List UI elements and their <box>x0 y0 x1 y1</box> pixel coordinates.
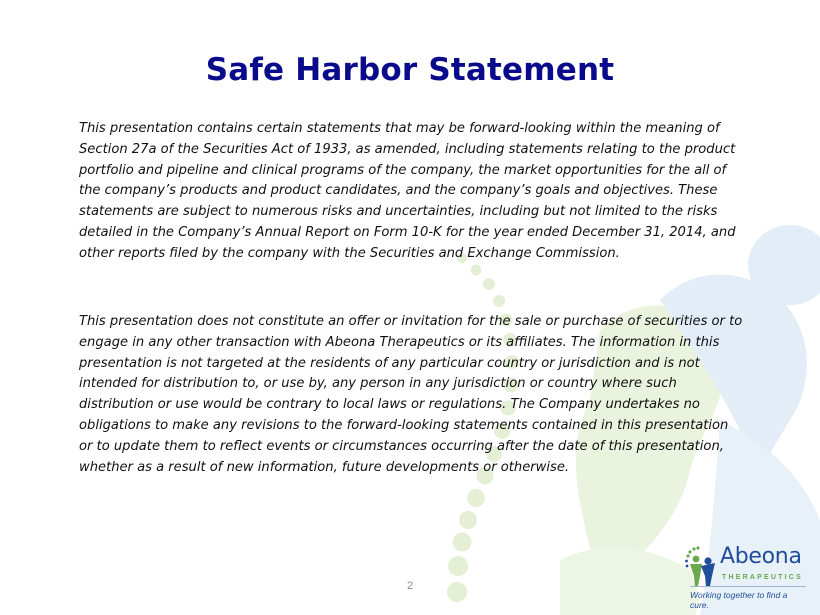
logo-name: Abeona <box>720 544 802 569</box>
abeona-logo <box>684 544 808 610</box>
abeona-figures-icon <box>684 546 718 588</box>
logo-divider <box>690 586 806 587</box>
safe-harbor-paragraph-1: This presentation contains certain statements that may be forward-looking within the meaning of Section 27a of the Securities Act of 1933, as amended, including statements relating to the product portfolio and pipeline and clinical programs of the company, the market opportunities for the all of the company’s products and product candidates, and the company’s goals and objectives. These statements are subject to numerous risks and uncertainties, including but not limited to the risks detailed in the Company’s Annual Report on Form 10-K for the year ended December 31, 2014, and other reports filed by the company with the Securities and Exchange Commission. <box>79 121 736 261</box>
logo-tagline: Working together to find a cure. <box>690 590 788 610</box>
page-number: 2 <box>406 580 414 592</box>
disclaimer-paragraph-2: This presentation does not constitute an offer or invitation for the sale or purchase of securities or to engage in any other transaction with Abeona Therapeutics or its affiliates. The information in this presentation is not targeted at the residents of any particular country or jurisdiction and is not intended for distribution to, or use by, any person in any jurisdiction or country where such distribution or use would be contrary to local laws or regulations. The Company undertakes no obligations to make any revisions to the forward-looking statements contained in this presentation or to update them to reflect events or circumstances occurring after the date of this presentation, whether as a result of new information, future developments or otherwise. <box>79 314 743 475</box>
logo-subtitle: THERAPEUTICS <box>722 574 803 581</box>
slide-title: Safe Harbor Statement <box>205 52 615 88</box>
